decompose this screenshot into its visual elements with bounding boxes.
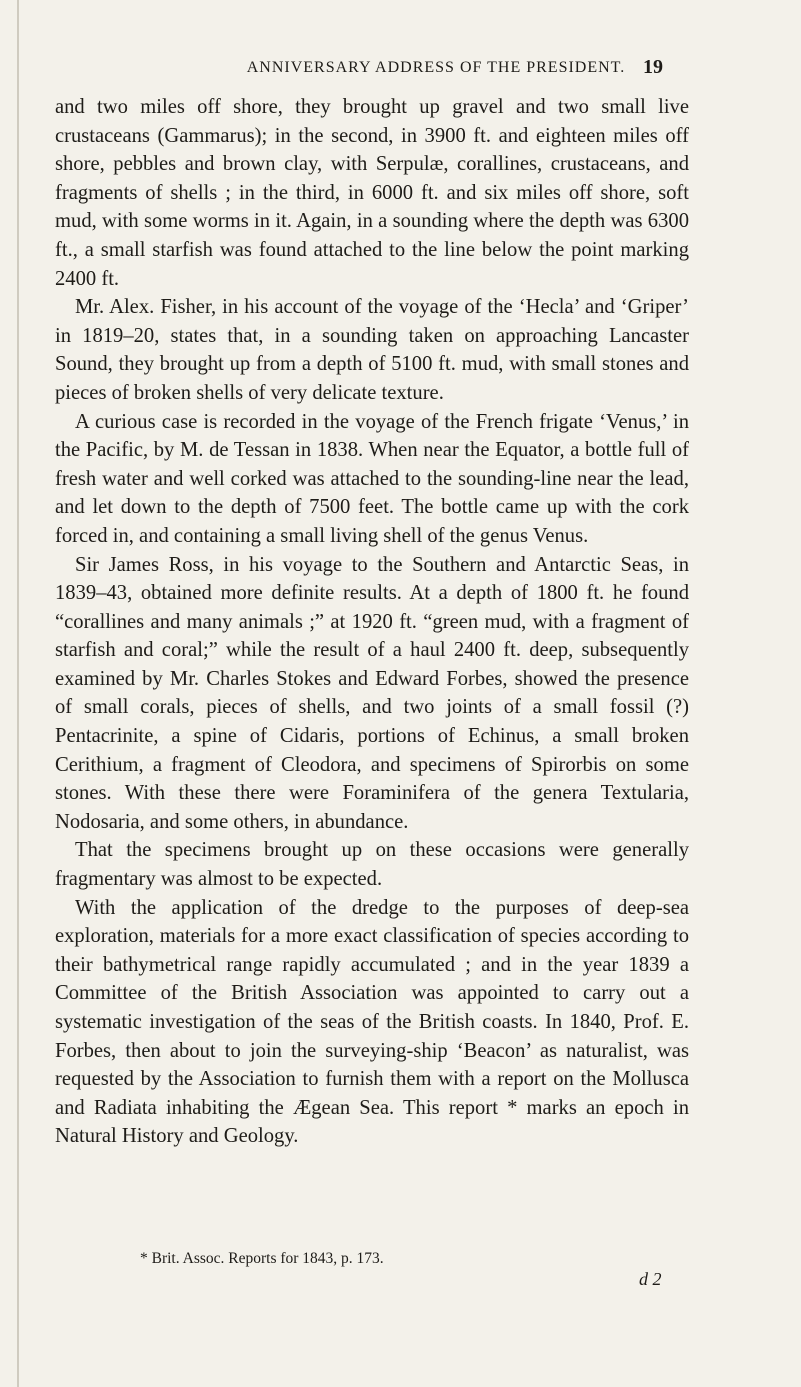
signature-mark: d 2 [639,1269,662,1289]
footnote: * Brit. Assoc. Reports for 1843, p. 173. [140,1250,384,1267]
paragraph: With the application of the dredge to the purposes of deep-sea exploration, materials for a more exact classification of species according to their bathymetrical range rapidly accumulated ; and in the year 1839 a Committee of the British Association was appointed to carry out a systematic investigation of the seas of the British coasts. In 1840, Prof. E. Forbes, then about to join the surveying-ship ‘Beacon’ as naturalist, was requested by the Association to furnish them with a report on the Mollusca and Radiata inhabiting the Ægean Sea. This report * marks an epoch in Natural History and Geology. [55,896,689,1148]
binding-edge [17,0,19,1387]
paragraph: A curious case is recorded in the voyage of the French frigate ‘Venus,’ in the Pacific, by M. de Tessan in 1838. When near the Equator, a bottle full of fresh water and well corked was attached to the sounding-line near the lead, and let down to the depth of 7500 feet. The bottle came up with the cork forced in, and containing a small living shell of the genus Venus. [55,410,689,547]
running-head: ANNIVERSARY ADDRESS OF THE PRESIDENT. [246,59,626,76]
paragraph: That the specimens brought up on these occasions were generally fragmentary was almost to be expected. [55,839,689,891]
paragraph: and two miles off shore, they brought up gravel and two small live crustaceans (Gammarus); in the second, in 3900 ft. and eighteen miles off shore, pebbles and brown clay, with Serpulæ, corallines, crustaceans, and fragments of shells ; in the third, in 6000 ft. and six miles off shore, soft mud, with some worms in it. Again, in a sounding where the depth was 6300 ft., a small starfish was found attached to the line below the point marking 2400 ft. [55,96,689,290]
body-text [55,93,689,1151]
paragraph: Mr. Alex. Fisher, in his account of the voyage of the ‘Hecla’ and ‘Griper’ in 1819–20, states that, in a sounding taken on approaching Lancaster Sound, they brought up from a depth of 5100 ft. mud, with small stones and pieces of broken shells of very delicate texture. [55,296,689,404]
paragraph: Sir James Ross, in his voyage to the Southern and Antarctic Seas, in 1839–43, obtained more definite results. At a depth of 1800 ft. he found “corallines and many animals ;” at 1920 ft. “green mud, with a fragment of starfish and coral;” while the result of a haul 2400 ft. deep, subsequently examined by Mr. Charles Stokes and Edward Forbes, showed the presence of small corals, pieces of shells, and two joints of a small fossil (?) Pentacrinite, a spine of Cidaris, portions of Echinus, a small broken Cerithium, a fragment of Cleodora, and specimens of Spirorbis on some stones. With these there were Foraminifera of the genera Textularia, Nodosaria, and some others, in abundance. [55,553,689,833]
page-number: 19 [643,56,663,78]
